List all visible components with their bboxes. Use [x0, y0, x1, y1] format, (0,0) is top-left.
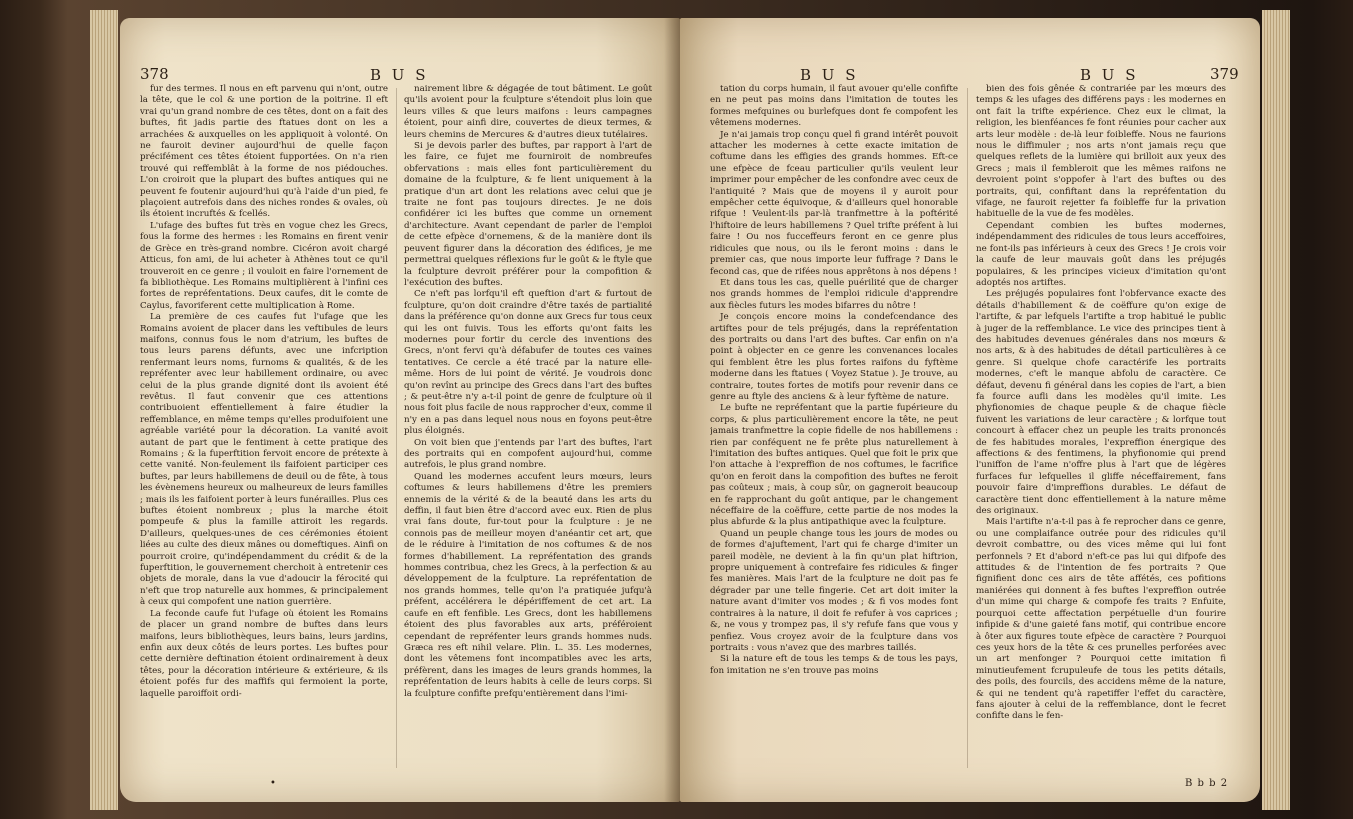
paragraph: Quand les modernes accufent leurs mœurs, leurs coftumes & leurs habillemens d'être les premiers ennemis de la vérité & de la beauté dans les arts du deffin, il faut bien être d'accord avec eux. Rien de plus vrai fans doute, fur-tout pour la fculpture : je ne connois pas de meilleur moyen d'anéantir cet art, que de le réduire à l'imitation de nos coftumes & de nos formes d'habillement. La repréfentation des grands hommes contribua, chez les Grecs, à la perfection & au développement de la fculpture. La repréfentation de nos grands hommes, telle qu'on l'a pratiquée jufqu'à préfent, accélérera le dépériffement de cet art. La caufe en eft fenfible. Les Grecs, dont les habillemens étoient des plus favorables aux arts, préféroient cependant de repréfenter leurs grands hommes nuds. Græca res eft nihil velare. Plin. L. 35. Les modernes, dont les vêtemens font incompatibles avec les arts, préfèrent, dans les images de leurs grands hommes, la repréfentation de leurs habits à celle de leurs corps. Si la fculpture confifte prefqu'entièrement dans l'imi-: [404, 471, 652, 699]
page-number-left: 378: [140, 65, 169, 83]
signature-mark-right: B b b 2: [1185, 778, 1229, 789]
running-head-left: B U S: [370, 66, 429, 84]
paragraph: Je conçois encore moins la condefcendance des artiftes pour de tels préjugés, dans la repréfentation des portraits ou dans l'art des buftes. Car enfin on n'a point à objecter en ce genre les convenances locales qui femblent être les plus fortes raifons du fyftème moderne dans les ftatues ( Voyez Statue ). Je trouve, au contraire, toutes fortes de motifs pour revenir dans ce genre au ftyle des anciens & à leur fyftème de nature.: [710, 312, 958, 402]
paragraph: L'ufage des buftes fut très en vogue chez les Grecs, fous la forme des hermes : les Romains en firent venir de Grèce en très-grand nombre. Cicéron avoit chargé Atticus, fon ami, de lui acheter à Athènes tout ce qu'il trouveroit en ce genre ; il vouloit en faire l'ornement de fa bibliothèque. Les Romains multiplièrent à l'infini ces fortes de repréfentations. Deux caufes, dit le comte de Caylus, favoriferent cette multiplication à Rome.: [140, 220, 388, 311]
paragraph: Cependant combien les buftes modernes, indépendamment des ridicules de tous leurs acceffoires, ne font-ils pas inférieurs à ceux des Grecs ! Je crois voir la caufe de leur mauvais goût dans les préjugés populaires, & les principes vicieux d'imitation qu'ont adoptés nos artiftes.: [976, 220, 1226, 288]
paragraph: Mais l'artifte n'a-t-il pas à fe reprocher dans ce genre, ou une complaifance outrée pour des ridicules qu'il devroit combattre, ou des vices même qui lui font perfonnels ? Et d'abord n'eft-ce pas lui qui difpofe des attitudes & de l'intention de fes portraits ? Que fignifient donc ces airs de tête affétés, ces pofitions maniérées qui donnent à fes buftes l'expreffion outrée d'un mime qui charge & compofe fes traits ? Enfuite, pourquoi cette affectation perpétuelle d'un fourire infipide & d'une gaieté fans motif, qui contribue encore à ôter aux figures toute efpèce de caractère ? Pourquoi ces yeux hors de la tête & ces prunelles perforées avec un art menfonger ? Pourquoi cette imitation fi minutieufement fcrupuleufe de tous les petits détails, des poils, des fourcils, des accidens même de la nature, & qui ne tendent qu'à rapetiffer l'effet du caractère, fans ajouter à celui de la reffemblance, dont le fecret confifte dans le fen-: [976, 517, 1226, 722]
paragraph: Si la nature eft de tous les temps & de tous les pays, fon imitation ne s'en trouve pas moins: [710, 654, 958, 676]
right-page-column-1: [710, 84, 958, 774]
paragraph: tation du corps humain, il faut avouer qu'elle confifte en ne peut pas moins dans l'imitation de toutes les formes mefquines ou burlefques dont fe compofent les vêtemens modernes.: [710, 84, 958, 129]
left-page-column-1: [140, 84, 388, 774]
paragraph: fur des termes. Il nous en eft parvenu qui n'ont, outre la tête, que le col & une portion de la poitrine. Il eft vrai qu'un grand nombre de ces têtes, dont on a fait des buftes, fit jadis partie des ftatues dont on les a arrachées & auxquelles on les appliquoit à volonté. On ne fauroit deviner aujourd'hui de quelle façon précifément ces têtes étoient fupportées. On n'a rien trouvé qui reffemblât à la forme de nos piédouches. L'on croiroit que la plupart des buftes antiques qui ne peuvent fe foutenir aujourd'hui qu'à l'aide d'un pied, fe plaçoient autrefois dans des niches rondes & ovales, où ils étoient incruftés & fcellés.: [140, 84, 388, 220]
running-head-right-1: B U S: [800, 66, 859, 84]
paragraph: Ce n'eft pas lorfqu'il eft queftion d'art & furtout de fculpture, qu'on doit craindre d'être taxés de partialité dans la préférence qu'on donne aux Grecs fur tous ceux qui les ont fuivis. Tous les efforts qu'ont faits les modernes pour fortir du cercle des inventions des Grecs, n'ont fervi qu'à défabufer de toutes ces vaines tentatives. Ce cercle a été tracé par la nature elle-même. Hors de lui point de vérité. Je voudrois donc qu'on revînt au principe des Grecs dans l'art des buftes ; & peut-être n'y a-t-il point de genre de fculpture où il nous foit plus facile de nous rapprocher d'eux, comme il n'y en a pas dans lequel nous nous en foyons peut-être plus éloignés.: [404, 289, 652, 437]
paragraph: La feconde caufe fut l'ufage où étoient les Romains de placer un grand nombre de buftes dans leurs maifons, leurs bibliothèques, leurs bains, leurs jardins, enfin aux deux côtés de leurs portes. Les buftes pour cette dernière deftination étoient ordinairement à deux têtes, pour la décoration intérieure & extérieure, & ils étoient pofés fur des maffifs qui fermoient la porte, laquelle paroiffoit ordi-: [140, 608, 388, 699]
paragraph: Quand un peuple change tous les jours de modes ou de formes d'ajuftement, l'art qui fe charge d'imiter un pareil modèle, ne devient à la fin qu'un plat hiftrion, propre uniquement à contrefaire fes ridicules & finger fes manières. Mais l'art de la fculpture ne doit pas fe dégrader par une telle fingerie. Cet art doit imiter la nature avant d'imiter vos modes ; & fi vos modes font contraires à la nature, il doit fe refufer à vos caprices ; &, ne vous y trompez pas, il s'y refufe fans que vous y penfiez. Vous croyez avoir de la fculpture dans vos portraits : vous n'avez que des marbres taillés.: [710, 528, 958, 653]
paragraph: On voit bien que j'entends par l'art des buftes, l'art des portraits qui en compofent aujourd'hui, comme autrefois, le plus grand nombre.: [404, 437, 652, 471]
right-page-column-2: [976, 84, 1226, 774]
paragraph: Les préjugés populaires font l'obfervance exacte des détails d'habillement & de coëffure qu'on exige de l'artifte, & par lefquels l'artifte a trop habitué le public à juger de la reffemblance. Le vice des principes tient à des habitudes devenues générales dans nos mœurs & nos arts, & à des habitudes de détail particulières à ce genre. Si quelque chofe caractérife les portraits modernes, c'eft le manque abfolu de caractère. Ce défaut, devenu fi général dans les copies de l'art, a bien fa fource aufli dans les modèles qu'il imite. Les phyfionomies de chaque peuple & de chaque fiècle fuivent les variations de leur caractère ; & lorfque tout concourt à effacer chez un peuple les traits prononcés de fes habitudes morales, l'expreffion énergique des affections & des fentimens, la phyfionomie qui prend l'uniffon de l'ame n'offre plus à l'art que de légères furfaces fur lefquelles il gliffe néceffairement, fans pouvoir faire d'impreffions durables. Le défaut de caractère tient donc effentiellement à la nature même des originaux.: [976, 289, 1226, 517]
paragraph: nairement libre & dégagée de tout bâtiment. Le goût qu'ils avoient pour la fculpture s'étendoit plus loin que leurs villes & que leurs maifons : leurs campagnes étoient, pour ainfi dire, couvertes de dieux termes, & leurs chemins de Mercures & d'autres dieux tutélaires.: [404, 84, 652, 140]
column-divider: [396, 88, 397, 768]
paragraph: Le bufte ne repréfentant que la partie fupérieure du corps, & plus particulièrement encore la tête, ne peut jamais tranfmettre la copie fidelle de nos habillemens : rien par conféquent ne fe prête plus naturellement à l'imitation des buftes antiques. Quel que foit le prix que l'on attache à l'expreffion de nos coftumes, le facrifice qu'on en feroit dans la compofition des buftes ne feroit pas coûteux ; mais, à coup sûr, on gagneroit beaucoup en fe rapprochant du goût antique, par le changement néceffaire de la coëffure, cette partie de nos modes la plus abfurde & la plus antipathique avec la fculpture.: [710, 403, 958, 528]
paragraph: Si je devois parler des buftes, par rapport à l'art de les faire, ce fujet me fourniroit de nombreufes obfervations : mais elles font particulièrement du domaine de la fculpture, & fe lient uniquement à la pratique d'un art dont les relations avec celui que je traite ne font pas toujours directes. Je ne dois confidérer ici les buftes que comme un ornement d'architecture. Avant cependant de parler de l'emploi de cette efpèce d'ornemens, & de la manière dont ils peuvent figurer dans la décoration des édifices, je me permettrai quelques réflexions fur le goût & le ftyle que la fculpture devroit préférer pour la compofition & l'exécution des buftes.: [404, 141, 652, 288]
signature-mark-left: •: [270, 778, 277, 789]
left-page: [120, 18, 680, 802]
paragraph: bien des fois gênée & contrariée par les mœurs des temps & les ufages des différens pays : les modernes en ont fait la trifte expérience. Chez eux le climat, la religion, les bienféances fe font réunies pour cacher aux arts leur modèle : de-là leur foibleffe. Nous ne faurions nous le diffimuler ; nos arts n'ont jamais reçu que quelques reflets de la lumière qui brilloit aux yeux des Grecs ; mais il fembleroit que les mêmes raifons ne devroient point s'oppofer à l'art des buftes ou des portraits, qui, confiftant dans la repréfentation du vifage, ne fauroit rejetter fa foibleffe fur la privation habituelle de la vue de fes modèles.: [976, 84, 1226, 220]
running-head-right-2: B U S: [1080, 66, 1139, 84]
left-page-column-2: [404, 84, 652, 774]
right-page-edges: [1262, 10, 1290, 810]
paragraph: Je n'ai jamais trop conçu quel fi grand intérêt pouvoit attacher les modernes à cette exacte imitation de coftume dans les effigies des grands hommes. Eft-ce une efpèce de fceau particulier qu'ils veulent leur imprimer pour empêcher de les confondre avec ceux de l'antiquité ? Mais que de moyens il y auroit pour empêcher cette équivoque, & d'ailleurs quel honorable rifque ! Veulent-ils par-là tranfmettre à la poftérité l'hiftoire de leurs habillemens ? Quel trifte préfent à lui faire ! Ou nos fucceffeurs feront en ce genre plus ridicules que nous, ou ils le feront moins : dans le premier cas, que nous importe leur fuffrage ? Dans le fecond cas, que de rifées nous apprêtons à nos dépens !: [710, 129, 958, 277]
paragraph: Et dans tous les cas, quelle puérilité que de charger nos grands hommes de l'emploi ridicule d'apprendre aux fiècles futurs les modes bifarres du nôtre !: [710, 277, 958, 311]
page-number-right: 379: [1210, 65, 1239, 83]
column-divider: [967, 88, 968, 768]
open-book: [90, 10, 1290, 810]
left-page-edges: [90, 10, 118, 810]
right-page: [680, 18, 1260, 802]
paragraph: La première de ces caufes fut l'ufage que les Romains avoient de placer dans les veftibules de leurs maifons, connus fous le nom d'atrium, les buftes de tous leurs parens défunts, avec une infcription renfermant leurs noms, furnoms & qualités, & de les repréfenter avec leur habillement ordinaire, ou avec celui de la plus grande dignité dont ils avoient été revêtus. Il faut convenir que ces attentions contribuoient effentiellement à faire étudier la reffemblance, en même temps qu'elles produifoient une agréable variété pour la décoration. La vanité avoit autant de part que le fentiment à cette pratique des Romains ; & la fuperftition fervoit encore de prétexte à cette vanité. Non-feulement ils faifoient participer ces buftes, par leurs habillemens de deuil ou de fête, à tous les évènemens heureux ou malheureux de leurs familles ; mais ils les faifoient porter à leurs funérailles. Plus ces buftes étoient nombreux ; plus la marche étoit pompeufe & plus la famille attiroit les regards. D'ailleurs, quelques-unes de ces cérémonies étoient liées au culte des dieux mânes ou domeftiques. Ainfi on pourroit croire, qu'indépendamment du crédit & de la fuperftition, le gouvernement cherchoit à entretenir ces objets de morale, dans la vue d'adoucir la férocité qui n'eft que trop naturelle aux hommes, & principalement à ceux qui compofent une nation guerrière.: [140, 312, 388, 608]
